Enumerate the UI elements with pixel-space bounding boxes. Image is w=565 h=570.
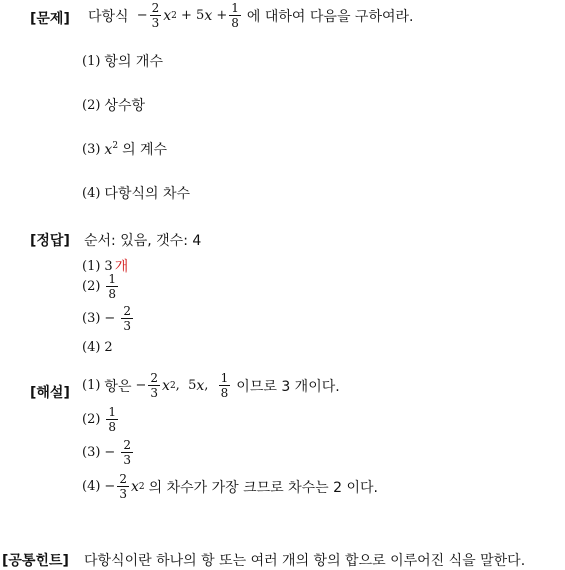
problem-suffix: 에 대하여 다음을 구하여라.	[246, 8, 414, 25]
x-squared: $x^2$	[104, 140, 119, 158]
problem-statement	[88, 2, 413, 29]
problem-item: (2) 상수항	[82, 97, 145, 114]
solution-tag: [해설]	[30, 385, 70, 401]
answer-unit: 개	[114, 259, 129, 275]
polynomial-expression: − $\frac{2}{3}$ x 2 + 5 x + $\frac{1}{8}$	[132, 1, 239, 30]
solution-item: (2) $\frac{1}{8}$	[82, 405, 117, 434]
answer-tag: [정답]	[30, 233, 70, 249]
problem-item: (1) 항의 개수	[82, 53, 163, 70]
problem-prefix: 다항식	[88, 8, 129, 25]
problem-tag: [문제]	[30, 11, 70, 27]
problem-item: (3) $x^2$ 의 계수	[82, 140, 168, 158]
hint-text: 다항식이란 하나의 항 또는 여러 개의 항의 합으로 이루어진 식을 말한다.	[84, 553, 526, 569]
answer-item: (3) − $\frac{2}{3}$	[82, 304, 131, 333]
answer-meta: 순서: 있음, 갯수: 4	[84, 233, 202, 249]
answer-item: (1) 3 개	[82, 256, 128, 276]
solution-item: (1) 항은 − $\frac{2}{3}$ x 2 , 5 x , $\frac{1}{8}$ 이므로 3 개이다.	[82, 371, 340, 400]
solution-item: (4) − $\frac{2}{3}$ x 2 의 차수가 가장 크므로 차수는 2 이다.	[82, 472, 379, 501]
answer-item: (4) 2	[82, 340, 113, 355]
problem-item: (4) 다항식의 차수	[82, 185, 191, 202]
hint-tag: [공통힌트]	[2, 553, 69, 569]
solution-item: (3) − $\frac{2}{3}$	[82, 438, 131, 467]
answer-item: (2) $\frac{1}{8}$	[82, 272, 117, 301]
